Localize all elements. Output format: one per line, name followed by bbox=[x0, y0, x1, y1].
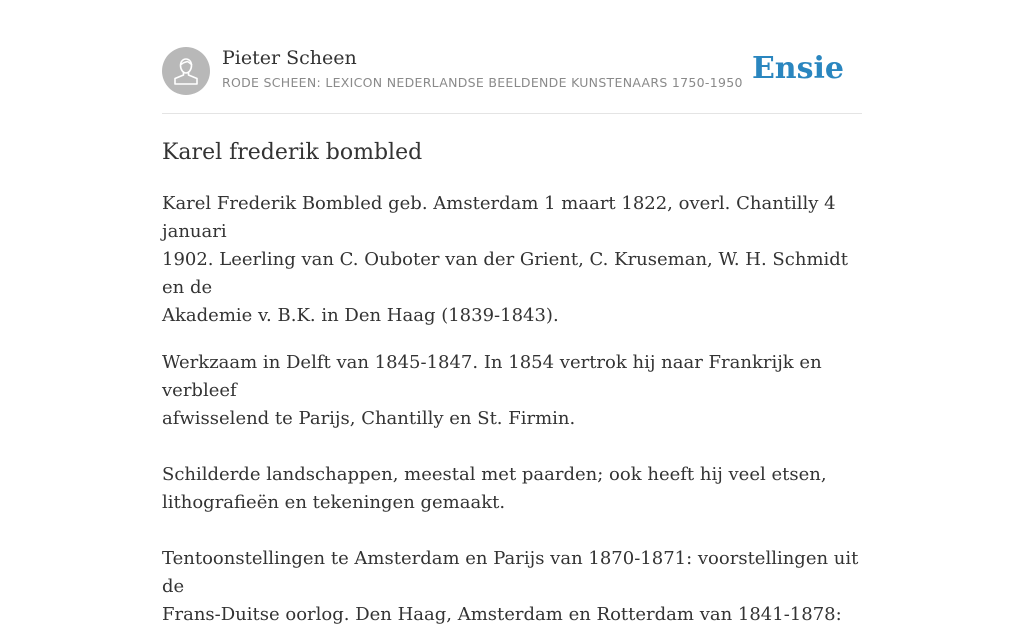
article-header bbox=[162, 47, 862, 95]
author-avatar[interactable] bbox=[162, 47, 210, 95]
article-paragraph: Werkzaam in Delft van 1845-1847. In 1854 vertrok hij naar Frankrijk en verbleef afwisselend te Parijs, Chantilly en St. Firmin. Schilderde landschappen, meestal met paarden; ook heeft hij veel etsen, lithografieën en tekeningen gemaakt. Tentoonstellingen te Amsterdam en Parijs van 1870-1871: voorstellingen uit de Frans-Duitse oorlog. Den Haag, Amsterdam en Rotterdam van 1841-1878: bbox=[162, 352, 859, 625]
user-icon bbox=[172, 56, 200, 86]
article-title: Karel frederik bombled bbox=[162, 140, 423, 165]
ensie-logo[interactable]: Ensie bbox=[751, 51, 844, 86]
article-page bbox=[162, 0, 862, 625]
author-name[interactable]: Pieter Scheen bbox=[222, 47, 357, 69]
header-divider bbox=[162, 113, 862, 114]
source-title[interactable]: RODE SCHEEN: LEXICON NEDERLANDSE BEELDENDE KUNSTENAARS 1750-1950 bbox=[222, 75, 743, 90]
article-paragraph: Karel Frederik Bombled geb. Amsterdam 1 maart 1822, overl. Chantilly 4 januari 1902. Leerling van C. Ouboter van der Grient, C. Kruseman, W. H. Schmidt en de Akademie v. B.K. in Den Haag (1839-1843). bbox=[162, 193, 849, 326]
article-body bbox=[162, 190, 862, 629]
